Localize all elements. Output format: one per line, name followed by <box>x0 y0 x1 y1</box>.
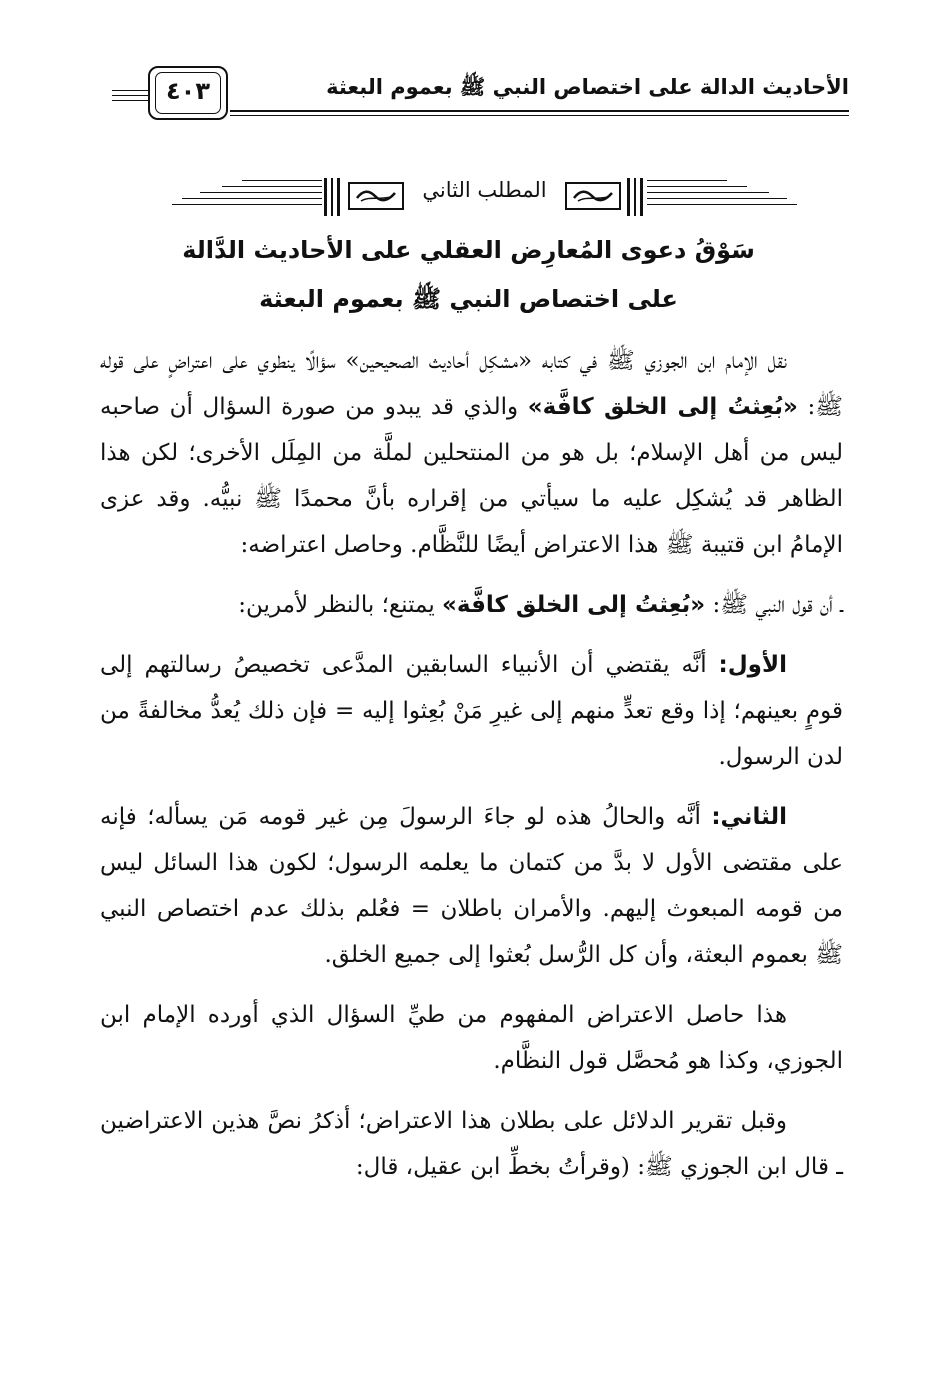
first-reason-text: أنَّه يقتضي أن الأنبياء السابقين المدَّعى تخصيصُ رسالتهم إلى قومٍ بعينهم؛ إذا وقع تعدٍّ منهم إلى غيرِ مَنْ بُعِثوا إليه = فإن ذلك يُعدُّ مخالفةً من لدن الرسول. <box>100 652 843 770</box>
running-header <box>112 66 849 128</box>
page-number-frame <box>148 66 228 120</box>
running-title: الأحاديث الدالة على اختصاص النبي ﷺ بعموم البعثة <box>326 75 849 99</box>
ornament-scroll-icon <box>348 182 404 210</box>
header-rule <box>230 110 849 112</box>
ornament-lines-left <box>172 180 322 214</box>
page-number: ٤٠٣ <box>166 77 210 105</box>
section-heading-line-2: على اختصاص النبي ﷺ بعموم البعثة <box>259 285 678 313</box>
paragraph-2-rest: يمتنع؛ بالنظر لأمرين: <box>238 592 443 618</box>
paragraph-first-reason <box>100 642 843 780</box>
paragraph-summary: هذا حاصل الاعتراض المفهوم من طيِّ السؤال الذي أورده الإمام ابن الجوزي، وكذا هو مُحصَّل قول النظَّام. <box>100 1002 843 1074</box>
paragraph-1 <box>100 338 843 568</box>
section-label: المطلب الثاني <box>422 178 547 202</box>
paragraph-second-reason <box>100 794 843 978</box>
page-number-side-lines <box>112 90 148 105</box>
second-reason-label: الثاني: <box>711 804 787 830</box>
paragraph-1-rest: والذي قد يبدو من صورة السؤال أن صاحبه ليس من أهل الإسلام؛ بل هو من المنتحلين لملَّة من المِلَل الأخرى؛ لكن هذا الظاهر قد يُشكِل عليه ما سيأتي من إقراره بأنَّ محمدًا ﷺ نبيُّه. وقد عزى الإمامُ ابن قتيبة ﷺ هذا الاعتراض أيضًا للنَّظَّام. وحاصل اعتراضه: <box>100 394 843 558</box>
section-ornament <box>172 178 797 218</box>
ornament-bars-left <box>322 178 344 216</box>
first-reason-label: الأول: <box>718 652 787 678</box>
section-heading-line-1: سَوْقُ دعوى المُعارِض العقلي على الأحاديث الدَّالة <box>182 236 755 264</box>
paragraph-2-intro: ـ أن قول النبي ﷺ: <box>705 592 843 618</box>
paragraph-quote-intro: وقبل تقرير الدلائل على بطلان هذا الاعتراض؛ أذكرُ نصَّ هذين الاعتراضين ـ قال ابن الجوزي ﷺ: (وقرأتُ بخطِّ ابن عقيل، قال: <box>100 1108 843 1180</box>
paragraph-2 <box>100 582 843 628</box>
hadith-quote: «بُعِثتُ إلى الخلق كافَّة» <box>442 592 706 618</box>
ornament-scroll-icon <box>565 182 621 210</box>
header-rule-thin <box>230 115 849 116</box>
paragraph-1-intro: نقل الإمام ابن الجوزي ﷺ في كتابه «مشكِل أحاديث الصحيحين» سؤالًا ينطوي على اعتراضٍ على قوله ﷺ: <box>100 348 843 420</box>
body-text <box>100 338 843 1190</box>
hadith-quote: «بُعِثتُ إلى الخلق كافَّة» <box>527 394 798 420</box>
ornament-lines-right <box>647 180 797 214</box>
ornament-bars-right <box>625 178 647 216</box>
second-reason-text: أنَّه والحالُ هذه لو جاءَ الرسولَ مِن غير قومه مَن يسأله؛ فإنه على مقتضى الأول لا بدَّ من كتمان ما يعلمه الرسول؛ لكون هذا السائل ليس من قومه المبعوث إليهم. والأمران باطلان = فعُلم بذلك عدم اختصاص النبي ﷺ بعموم البعثة، وأن كل الرُّسل بُعثوا إلى جميع الخلق. <box>100 804 843 968</box>
